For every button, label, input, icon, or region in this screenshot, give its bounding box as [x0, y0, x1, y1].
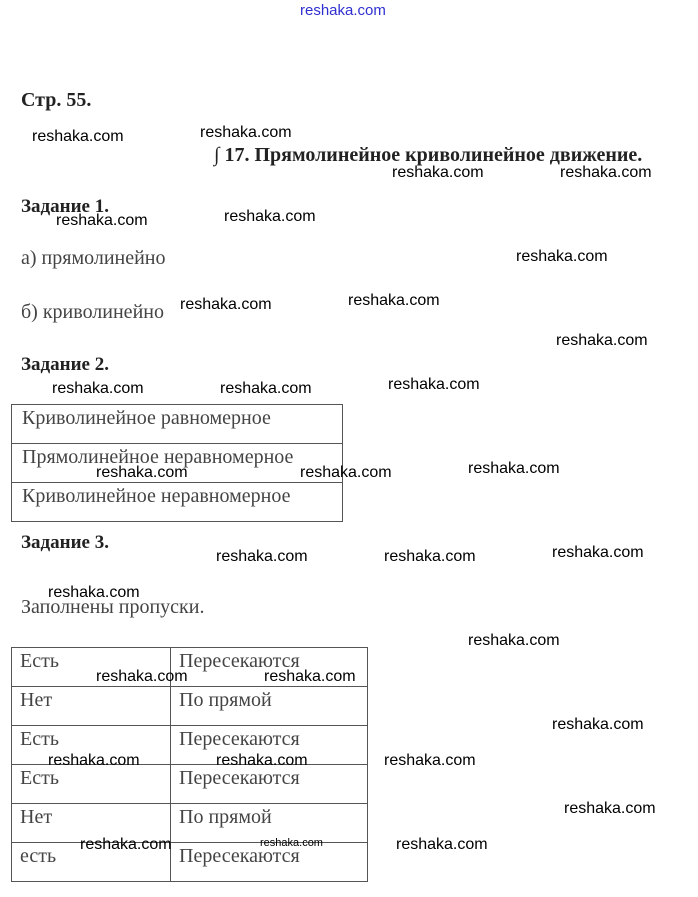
- site-header-link[interactable]: reshaka.com: [300, 2, 386, 19]
- task2-table: [11, 404, 343, 522]
- watermark: reshaka.com: [468, 460, 560, 477]
- watermark: reshaka.com: [564, 800, 656, 817]
- table-cell: Пересекаются: [171, 843, 368, 882]
- table-cell: По прямой: [171, 687, 368, 726]
- table-row: [12, 726, 368, 765]
- watermark: reshaka.com: [552, 544, 644, 561]
- watermark: reshaka.com: [384, 548, 476, 565]
- table-row: [12, 765, 368, 804]
- watermark: reshaka.com: [552, 716, 644, 733]
- task3-title: Задание 3.: [21, 532, 109, 553]
- table-cell: Криволинейное неравномерное: [12, 483, 343, 522]
- task1-title: Задание 1.: [21, 196, 109, 217]
- watermark: reshaka.com: [384, 752, 476, 769]
- watermark: reshaka.com: [260, 837, 323, 849]
- table-cell: По прямой: [171, 804, 368, 843]
- task3-note: Заполнены пропуски.: [21, 596, 205, 618]
- watermark: reshaka.com: [80, 836, 172, 853]
- table-cell: Пересекаются: [171, 648, 368, 687]
- watermark: reshaka.com: [392, 164, 484, 181]
- watermark: reshaka.com: [96, 668, 188, 685]
- watermark: reshaka.com: [52, 380, 144, 397]
- watermark: reshaka.com: [264, 668, 356, 685]
- watermark: reshaka.com: [216, 548, 308, 565]
- table-cell: Есть: [12, 648, 171, 687]
- watermark: reshaka.com: [560, 164, 652, 181]
- watermark: reshaka.com: [180, 296, 272, 313]
- task3-table: [11, 647, 368, 882]
- watermark: reshaka.com: [224, 208, 316, 225]
- page-label: Стр. 55.: [21, 89, 92, 111]
- table-row: [12, 843, 368, 882]
- table-cell: Пересекаются: [171, 726, 368, 765]
- watermark: reshaka.com: [32, 128, 124, 145]
- watermark: reshaka.com: [220, 380, 312, 397]
- table-row: [12, 648, 368, 687]
- table-cell: Есть: [12, 726, 171, 765]
- table-row: [12, 444, 343, 483]
- watermark: reshaka.com: [468, 632, 560, 649]
- table-row: [12, 405, 343, 444]
- table-row: [12, 483, 343, 522]
- section-title: ∫ 17. Прямолинейное криволинейное движение.: [214, 144, 643, 166]
- table-cell: Есть: [12, 765, 171, 804]
- table-row: [12, 804, 368, 843]
- watermark: reshaka.com: [516, 248, 608, 265]
- table-row: [12, 687, 368, 726]
- watermark: reshaka.com: [48, 752, 140, 769]
- watermark: reshaka.com: [48, 584, 140, 601]
- watermark: reshaka.com: [556, 332, 648, 349]
- task1-answer-b: б) криволинейно: [21, 301, 164, 323]
- watermark: reshaka.com: [388, 376, 480, 393]
- table-cell: Прямолинейное неравномерное: [12, 444, 343, 483]
- watermark: reshaka.com: [96, 464, 188, 481]
- table-cell: есть: [12, 843, 171, 882]
- table-cell: Нет: [12, 687, 171, 726]
- table-cell: Пересекаются: [171, 765, 368, 804]
- table-cell: Нет: [12, 804, 171, 843]
- task1-answer-a: а) прямолинейно: [21, 247, 166, 269]
- watermark: reshaka.com: [300, 464, 392, 481]
- task2-title: Задание 2.: [21, 354, 109, 375]
- watermark: reshaka.com: [348, 292, 440, 309]
- table-cell: Криволинейное равномерное: [12, 405, 343, 444]
- watermark: reshaka.com: [200, 124, 292, 141]
- watermark: reshaka.com: [216, 752, 308, 769]
- watermark: reshaka.com: [396, 836, 488, 853]
- watermark: reshaka.com: [56, 212, 148, 229]
